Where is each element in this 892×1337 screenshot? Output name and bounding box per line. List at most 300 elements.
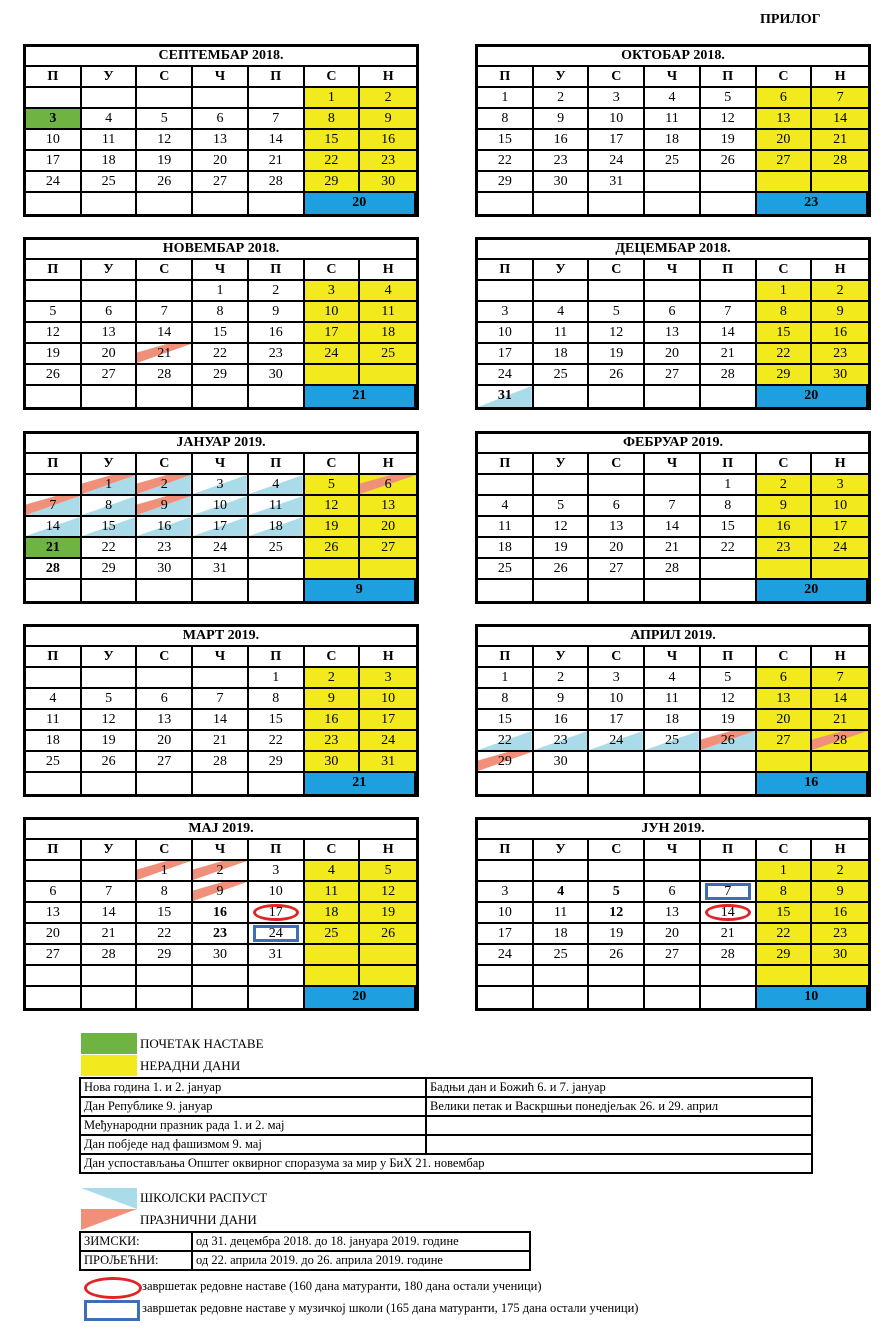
empty-cell <box>305 773 416 794</box>
weekday-header: У <box>82 67 138 88</box>
day-cell <box>360 365 416 386</box>
day-cell <box>812 945 868 966</box>
weekday-header: П <box>478 454 534 475</box>
day-number: 7 <box>836 670 844 685</box>
day-cell <box>757 130 813 151</box>
day-cell <box>82 924 138 945</box>
empty-cell <box>82 193 138 214</box>
day-cell <box>82 559 138 580</box>
day-number: 7 <box>216 691 224 706</box>
day-number: 28 <box>101 947 116 962</box>
day-cell <box>757 475 813 496</box>
weekday-header: У <box>534 67 590 88</box>
day-number: 16 <box>833 325 848 340</box>
day-number: 2 <box>384 90 392 105</box>
day-number: 3 <box>836 477 844 492</box>
day-cell <box>193 559 249 580</box>
day-number: 8 <box>216 304 224 319</box>
day-cell <box>534 559 590 580</box>
empty-cell <box>193 193 249 214</box>
weekday-header: С <box>757 647 813 668</box>
day-cell <box>193 344 249 365</box>
empty-cell <box>82 580 138 601</box>
end-blue-swatch <box>84 1300 140 1321</box>
day-cell <box>757 861 813 882</box>
day-number: 17 <box>497 926 512 941</box>
weekday-header: Ч <box>193 454 249 475</box>
day-number: 26 <box>553 561 568 576</box>
day-number: 12 <box>720 111 735 126</box>
day-cell <box>305 365 361 386</box>
day-number: 1 <box>779 283 787 298</box>
holiday-entry: Међународни празник рада 1. и 2. мај <box>80 1116 426 1135</box>
day-cell <box>26 496 82 517</box>
day-cell <box>137 882 193 903</box>
day-number: 21 <box>720 346 735 361</box>
day-cell <box>305 945 361 966</box>
empty-cell <box>137 987 193 1008</box>
end-blue-label: завршетак редовне наставе у музичкој школи (165 дана матуранти, 175 дана остали ученици) <box>142 1301 639 1315</box>
day-cell <box>249 668 305 689</box>
day-number: 17 <box>268 905 283 920</box>
day-cell <box>478 172 534 193</box>
day-number: 11 <box>381 304 395 319</box>
day-number: 20 <box>101 346 116 361</box>
empty-cell <box>249 386 305 407</box>
day-cell <box>305 496 361 517</box>
day-cell <box>478 302 534 323</box>
day-number: 26 <box>720 733 735 748</box>
day-cell <box>812 109 868 130</box>
day-number: 7 <box>724 884 732 899</box>
day-number: 28 <box>833 733 848 748</box>
day-cell <box>305 517 361 538</box>
day-cell <box>757 344 813 365</box>
day-number: 23 <box>381 153 396 168</box>
day-cell <box>701 861 757 882</box>
day-number: 29 <box>157 947 172 962</box>
day-number: 12 <box>45 325 60 340</box>
day-cell <box>478 151 534 172</box>
day-cell <box>360 945 416 966</box>
weekday-header: Н <box>360 454 416 475</box>
weekday-header: С <box>589 67 645 88</box>
day-number: 23 <box>833 346 848 361</box>
day-number: 6 <box>779 90 787 105</box>
day-number: 15 <box>212 325 227 340</box>
month-calendar <box>475 817 871 1011</box>
day-cell <box>26 752 82 773</box>
day-number: 18 <box>553 926 568 941</box>
day-cell <box>26 151 82 172</box>
day-number: 24 <box>268 926 283 941</box>
day-number: 12 <box>720 691 735 706</box>
day-number: 10 <box>268 884 283 899</box>
day-number: 2 <box>272 283 280 298</box>
day-number: 28 <box>664 561 679 576</box>
day-cell <box>305 668 361 689</box>
empty-cell <box>478 773 534 794</box>
weekday-header: П <box>26 840 82 861</box>
empty-cell <box>305 193 416 214</box>
day-cell <box>360 517 416 538</box>
day-cell <box>478 559 534 580</box>
empty-cell <box>534 987 590 1008</box>
day-number: 27 <box>157 754 172 769</box>
day-number: 20 <box>45 926 60 941</box>
day-cell <box>26 365 82 386</box>
day-number: 3 <box>216 477 224 492</box>
day-number: 2 <box>557 90 565 105</box>
day-number: 14 <box>157 325 172 340</box>
day-number: 4 <box>272 477 280 492</box>
day-number: 14 <box>45 519 60 534</box>
weekday-header: У <box>534 840 590 861</box>
day-number: 5 <box>105 691 113 706</box>
day-cell <box>701 323 757 344</box>
day-number: 10 <box>212 498 227 513</box>
day-number: 21 <box>833 712 848 727</box>
day-number: 22 <box>101 540 116 555</box>
day-cell <box>26 172 82 193</box>
day-cell <box>305 861 361 882</box>
day-number: 14 <box>833 111 848 126</box>
day-cell <box>645 172 701 193</box>
day-cell <box>305 710 361 731</box>
day-cell <box>193 323 249 344</box>
empty-cell <box>478 580 534 601</box>
holiday-entry: Дан успостављања Општег оквирног споразума за мир у БиХ 21. новембар <box>80 1154 812 1173</box>
day-cell <box>478 386 534 407</box>
day-number: 25 <box>497 561 512 576</box>
day-number: 29 <box>776 367 791 382</box>
empty-cell <box>193 773 249 794</box>
day-cell <box>478 323 534 344</box>
day-number: 30 <box>553 174 568 189</box>
day-cell <box>534 365 590 386</box>
weekday-header: С <box>305 67 361 88</box>
day-cell <box>26 882 82 903</box>
day-cell <box>478 689 534 710</box>
day-cell <box>360 281 416 302</box>
day-number: 16 <box>268 325 283 340</box>
day-number: 20 <box>664 926 679 941</box>
day-number: 30 <box>833 367 848 382</box>
day-cell <box>645 710 701 731</box>
day-cell <box>26 689 82 710</box>
month-title: ЈАНУАР 2019. <box>26 434 416 454</box>
day-cell <box>360 924 416 945</box>
month-title: МАРТ 2019. <box>26 627 416 647</box>
day-cell <box>249 945 305 966</box>
day-cell <box>82 903 138 924</box>
day-cell <box>645 517 701 538</box>
day-cell <box>534 882 590 903</box>
day-cell <box>26 731 82 752</box>
month-title: МАЈ 2019. <box>26 820 416 840</box>
day-number: 1 <box>501 90 509 105</box>
day-cell <box>645 945 701 966</box>
day-number: 19 <box>157 153 172 168</box>
day-number: 16 <box>324 712 339 727</box>
holiday-days-label: ПРАЗНИЧНИ ДАНИ <box>140 1212 257 1227</box>
day-number: 19 <box>553 540 568 555</box>
day-cell <box>26 861 82 882</box>
day-cell <box>589 538 645 559</box>
day-cell <box>249 710 305 731</box>
empty-cell <box>82 966 138 987</box>
empty-cell <box>757 580 868 601</box>
day-number: 11 <box>46 712 60 727</box>
weekday-header: Н <box>812 260 868 281</box>
day-cell <box>757 731 813 752</box>
weekday-header: П <box>249 647 305 668</box>
day-number: 22 <box>720 540 735 555</box>
day-number: 16 <box>553 712 568 727</box>
day-number: 17 <box>381 712 396 727</box>
day-cell <box>137 559 193 580</box>
empty-cell <box>249 773 305 794</box>
weekday-header: У <box>82 454 138 475</box>
weekday-header: У <box>534 454 590 475</box>
weekday-header: П <box>701 260 757 281</box>
day-cell <box>305 172 361 193</box>
day-cell <box>82 88 138 109</box>
holiday-entry: Нова година 1. и 2. јануар <box>80 1078 426 1097</box>
day-cell <box>478 88 534 109</box>
day-cell <box>645 365 701 386</box>
day-cell <box>249 323 305 344</box>
day-number: 3 <box>327 283 335 298</box>
day-cell <box>82 109 138 130</box>
day-number: 19 <box>609 346 624 361</box>
school-days-count: 10 <box>804 989 819 1004</box>
day-cell <box>360 496 416 517</box>
day-number: 21 <box>101 926 116 941</box>
day-number: 22 <box>776 346 791 361</box>
day-cell <box>645 752 701 773</box>
day-cell <box>360 109 416 130</box>
empty-cell <box>757 386 868 407</box>
day-number: 24 <box>609 153 624 168</box>
day-number: 18 <box>664 132 679 147</box>
weekday-header: С <box>757 67 813 88</box>
day-number: 8 <box>501 111 509 126</box>
empty-cell <box>534 773 590 794</box>
day-cell <box>305 538 361 559</box>
day-number: 17 <box>609 132 624 147</box>
day-number: 16 <box>833 905 848 920</box>
day-number: 17 <box>324 325 339 340</box>
day-cell <box>589 344 645 365</box>
day-number: 1 <box>272 670 280 685</box>
day-number: 20 <box>212 153 227 168</box>
day-cell <box>589 752 645 773</box>
weekday-header: С <box>137 840 193 861</box>
day-cell <box>249 882 305 903</box>
day-number: 18 <box>381 325 396 340</box>
day-number: 23 <box>553 153 568 168</box>
weekday-header: П <box>249 67 305 88</box>
day-number: 1 <box>779 863 787 878</box>
empty-cell <box>193 966 249 987</box>
day-cell <box>137 517 193 538</box>
day-cell <box>137 924 193 945</box>
end-red-swatch <box>84 1277 142 1299</box>
weekday-header: У <box>82 647 138 668</box>
day-number: 28 <box>212 754 227 769</box>
weekday-header: Ч <box>645 840 701 861</box>
holiday-entry: Велики петак и Васкршњи понедјељак 26. и 29. април <box>426 1097 812 1116</box>
empty-cell <box>701 966 757 987</box>
day-cell <box>26 88 82 109</box>
empty-cell <box>645 580 701 601</box>
day-number: 22 <box>157 926 172 941</box>
day-number: 7 <box>105 884 113 899</box>
day-cell <box>137 945 193 966</box>
weekday-header: С <box>757 260 813 281</box>
day-cell <box>757 172 813 193</box>
day-number: 20 <box>157 733 172 748</box>
day-cell <box>137 109 193 130</box>
day-cell <box>701 882 757 903</box>
weekday-header: Ч <box>645 454 701 475</box>
empty-cell <box>534 193 590 214</box>
day-number: 13 <box>212 132 227 147</box>
weekday-header: С <box>589 840 645 861</box>
day-cell <box>589 903 645 924</box>
school-break-label: ШКОЛСКИ РАСПУСТ <box>140 1190 268 1205</box>
weekday-header: С <box>137 260 193 281</box>
day-number: 24 <box>497 367 512 382</box>
month-calendar <box>475 624 871 797</box>
day-number: 7 <box>160 304 168 319</box>
day-number: 17 <box>212 519 227 534</box>
weekday-header: С <box>137 647 193 668</box>
day-number: 25 <box>553 367 568 382</box>
day-cell <box>360 475 416 496</box>
empty-cell <box>534 580 590 601</box>
day-number: 31 <box>609 174 624 189</box>
day-number: 10 <box>609 691 624 706</box>
empty-cell <box>26 386 82 407</box>
weekday-header: Ч <box>645 647 701 668</box>
day-cell <box>701 151 757 172</box>
day-number: 5 <box>49 304 57 319</box>
day-cell <box>478 731 534 752</box>
day-cell <box>534 517 590 538</box>
day-cell <box>137 903 193 924</box>
day-number: 10 <box>45 132 60 147</box>
day-cell <box>137 752 193 773</box>
empty-cell <box>701 580 757 601</box>
day-number: 11 <box>665 691 679 706</box>
day-cell <box>589 323 645 344</box>
day-number: 2 <box>160 477 168 492</box>
day-number: 20 <box>381 519 396 534</box>
day-number: 9 <box>272 304 280 319</box>
day-cell <box>812 882 868 903</box>
day-number: 4 <box>557 884 565 899</box>
day-cell <box>701 496 757 517</box>
day-cell <box>589 731 645 752</box>
day-cell <box>645 344 701 365</box>
day-cell <box>478 475 534 496</box>
day-cell <box>360 559 416 580</box>
day-cell <box>478 710 534 731</box>
day-number: 4 <box>501 498 509 513</box>
day-cell <box>701 172 757 193</box>
day-number: 21 <box>212 733 227 748</box>
day-number: 27 <box>45 947 60 962</box>
day-cell <box>701 559 757 580</box>
empty-cell <box>305 386 416 407</box>
weekday-header: Н <box>812 840 868 861</box>
day-cell <box>26 323 82 344</box>
day-number: 14 <box>720 905 735 920</box>
empty-cell <box>701 386 757 407</box>
day-number: 18 <box>101 153 116 168</box>
day-cell <box>26 668 82 689</box>
day-number: 16 <box>157 519 172 534</box>
day-number: 10 <box>324 304 339 319</box>
day-number: 22 <box>324 153 339 168</box>
day-cell <box>193 109 249 130</box>
day-cell <box>249 302 305 323</box>
day-number: 24 <box>497 947 512 962</box>
day-cell <box>305 559 361 580</box>
day-cell <box>589 172 645 193</box>
day-number: 4 <box>668 90 676 105</box>
day-cell <box>137 710 193 731</box>
day-cell <box>701 903 757 924</box>
day-number: 5 <box>724 670 732 685</box>
day-cell <box>812 281 868 302</box>
day-number: 20 <box>609 540 624 555</box>
day-number: 21 <box>720 926 735 941</box>
day-cell <box>82 668 138 689</box>
day-cell <box>305 903 361 924</box>
day-cell <box>82 731 138 752</box>
day-cell <box>137 88 193 109</box>
day-number: 8 <box>501 691 509 706</box>
day-number: 26 <box>381 926 396 941</box>
day-number: 21 <box>268 153 283 168</box>
day-cell <box>701 281 757 302</box>
day-number: 25 <box>664 733 679 748</box>
day-cell <box>534 151 590 172</box>
day-cell <box>589 475 645 496</box>
month-calendar <box>23 431 419 604</box>
day-cell <box>249 924 305 945</box>
month-calendar <box>475 431 871 604</box>
weekday-header: Н <box>812 67 868 88</box>
month-title: НОВЕМБАР 2018. <box>26 240 416 260</box>
day-number: 23 <box>553 733 568 748</box>
day-number: 10 <box>497 325 512 340</box>
day-number: 5 <box>160 111 168 126</box>
weekday-header: Н <box>360 647 416 668</box>
weekday-header: Ч <box>193 67 249 88</box>
day-cell <box>701 538 757 559</box>
day-cell <box>645 496 701 517</box>
table-row <box>80 1154 812 1173</box>
day-cell <box>757 517 813 538</box>
day-number: 26 <box>609 367 624 382</box>
day-number: 31 <box>381 754 396 769</box>
table-row <box>80 1135 812 1154</box>
day-cell <box>360 861 416 882</box>
